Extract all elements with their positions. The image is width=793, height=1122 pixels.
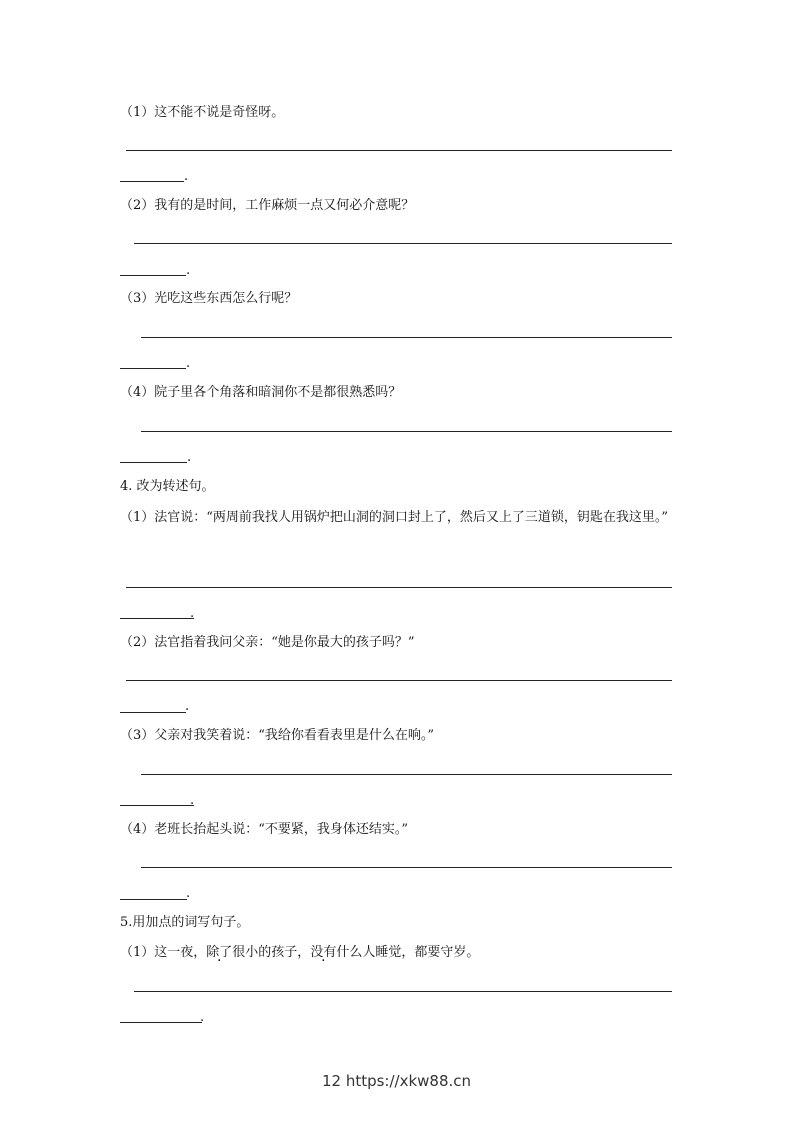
q5-item-1-prefix: （1）这一夜， [120, 945, 207, 960]
answer-line-tail[interactable] [120, 899, 187, 900]
answer-line-tail[interactable] [120, 368, 186, 369]
period: . [200, 1010, 205, 1025]
q5-item-1-middle: 很小的孩子， [232, 945, 311, 960]
q3-item-3: （3）光吃这些东西怎么行呢？ [120, 291, 298, 306]
answer-line[interactable] [141, 867, 672, 868]
answer-line[interactable] [134, 991, 672, 992]
answer-line[interactable] [126, 587, 672, 588]
q4-item-3: （3）父亲对我笑着说：“我给你看看表里是什么在响。” [120, 728, 435, 743]
period: . [187, 450, 192, 465]
period: . [184, 169, 189, 184]
answer-line[interactable] [126, 150, 672, 151]
answer-line[interactable] [141, 431, 672, 432]
period: . [186, 356, 191, 371]
q4-heading: 4. 改为转述句。 [120, 479, 215, 494]
answer-line-tail[interactable] [120, 462, 187, 463]
q3-item-4: （4）院子里各个角落和暗洞你不是都很熟悉吗？ [120, 385, 402, 400]
emphasized-word: 除了 [206, 945, 233, 960]
q4-item-2: （2）法官指着我问父亲：“她是你最大的孩子吗？” [120, 635, 415, 650]
q4-item-4: （4）老班长抬起头说：“不要紧，我身体还结实。” [120, 822, 409, 837]
period: . [190, 793, 195, 808]
q4-item-1: （1）法官说：“两周前我找人用锅炉把山洞的洞口封上了，然后又上了三道锁，钥匙在我这里。” [120, 510, 669, 525]
answer-line-tail[interactable] [120, 181, 184, 182]
q5-item-1-suffix: 什么人睡觉，都要守岁。 [336, 945, 480, 960]
q3-item-1: （1）这不能不说是奇怪呀。 [120, 105, 285, 120]
answer-line-tail[interactable] [120, 805, 194, 806]
answer-line[interactable] [141, 337, 672, 338]
page-footer: 12 https://xkw88.cn [321, 1072, 472, 1090]
period: . [190, 606, 195, 621]
q5-item-1 [120, 944, 479, 962]
period: . [185, 699, 190, 714]
q3-item-2: （2）我有的是时间，工作麻烦一点又何必介意呢？ [120, 198, 415, 213]
emphasized-word: 没有 [310, 945, 337, 960]
answer-line-tail[interactable] [120, 1022, 202, 1023]
answer-line[interactable] [134, 243, 672, 244]
period: . [186, 263, 191, 278]
answer-line-tail[interactable] [120, 618, 194, 619]
answer-line[interactable] [141, 774, 672, 775]
period: . [186, 886, 191, 901]
answer-line-tail[interactable] [120, 712, 186, 713]
q5-heading: 5.用加点的词写句子。 [120, 915, 250, 930]
answer-line[interactable] [126, 680, 672, 681]
answer-line-tail[interactable] [120, 275, 186, 276]
